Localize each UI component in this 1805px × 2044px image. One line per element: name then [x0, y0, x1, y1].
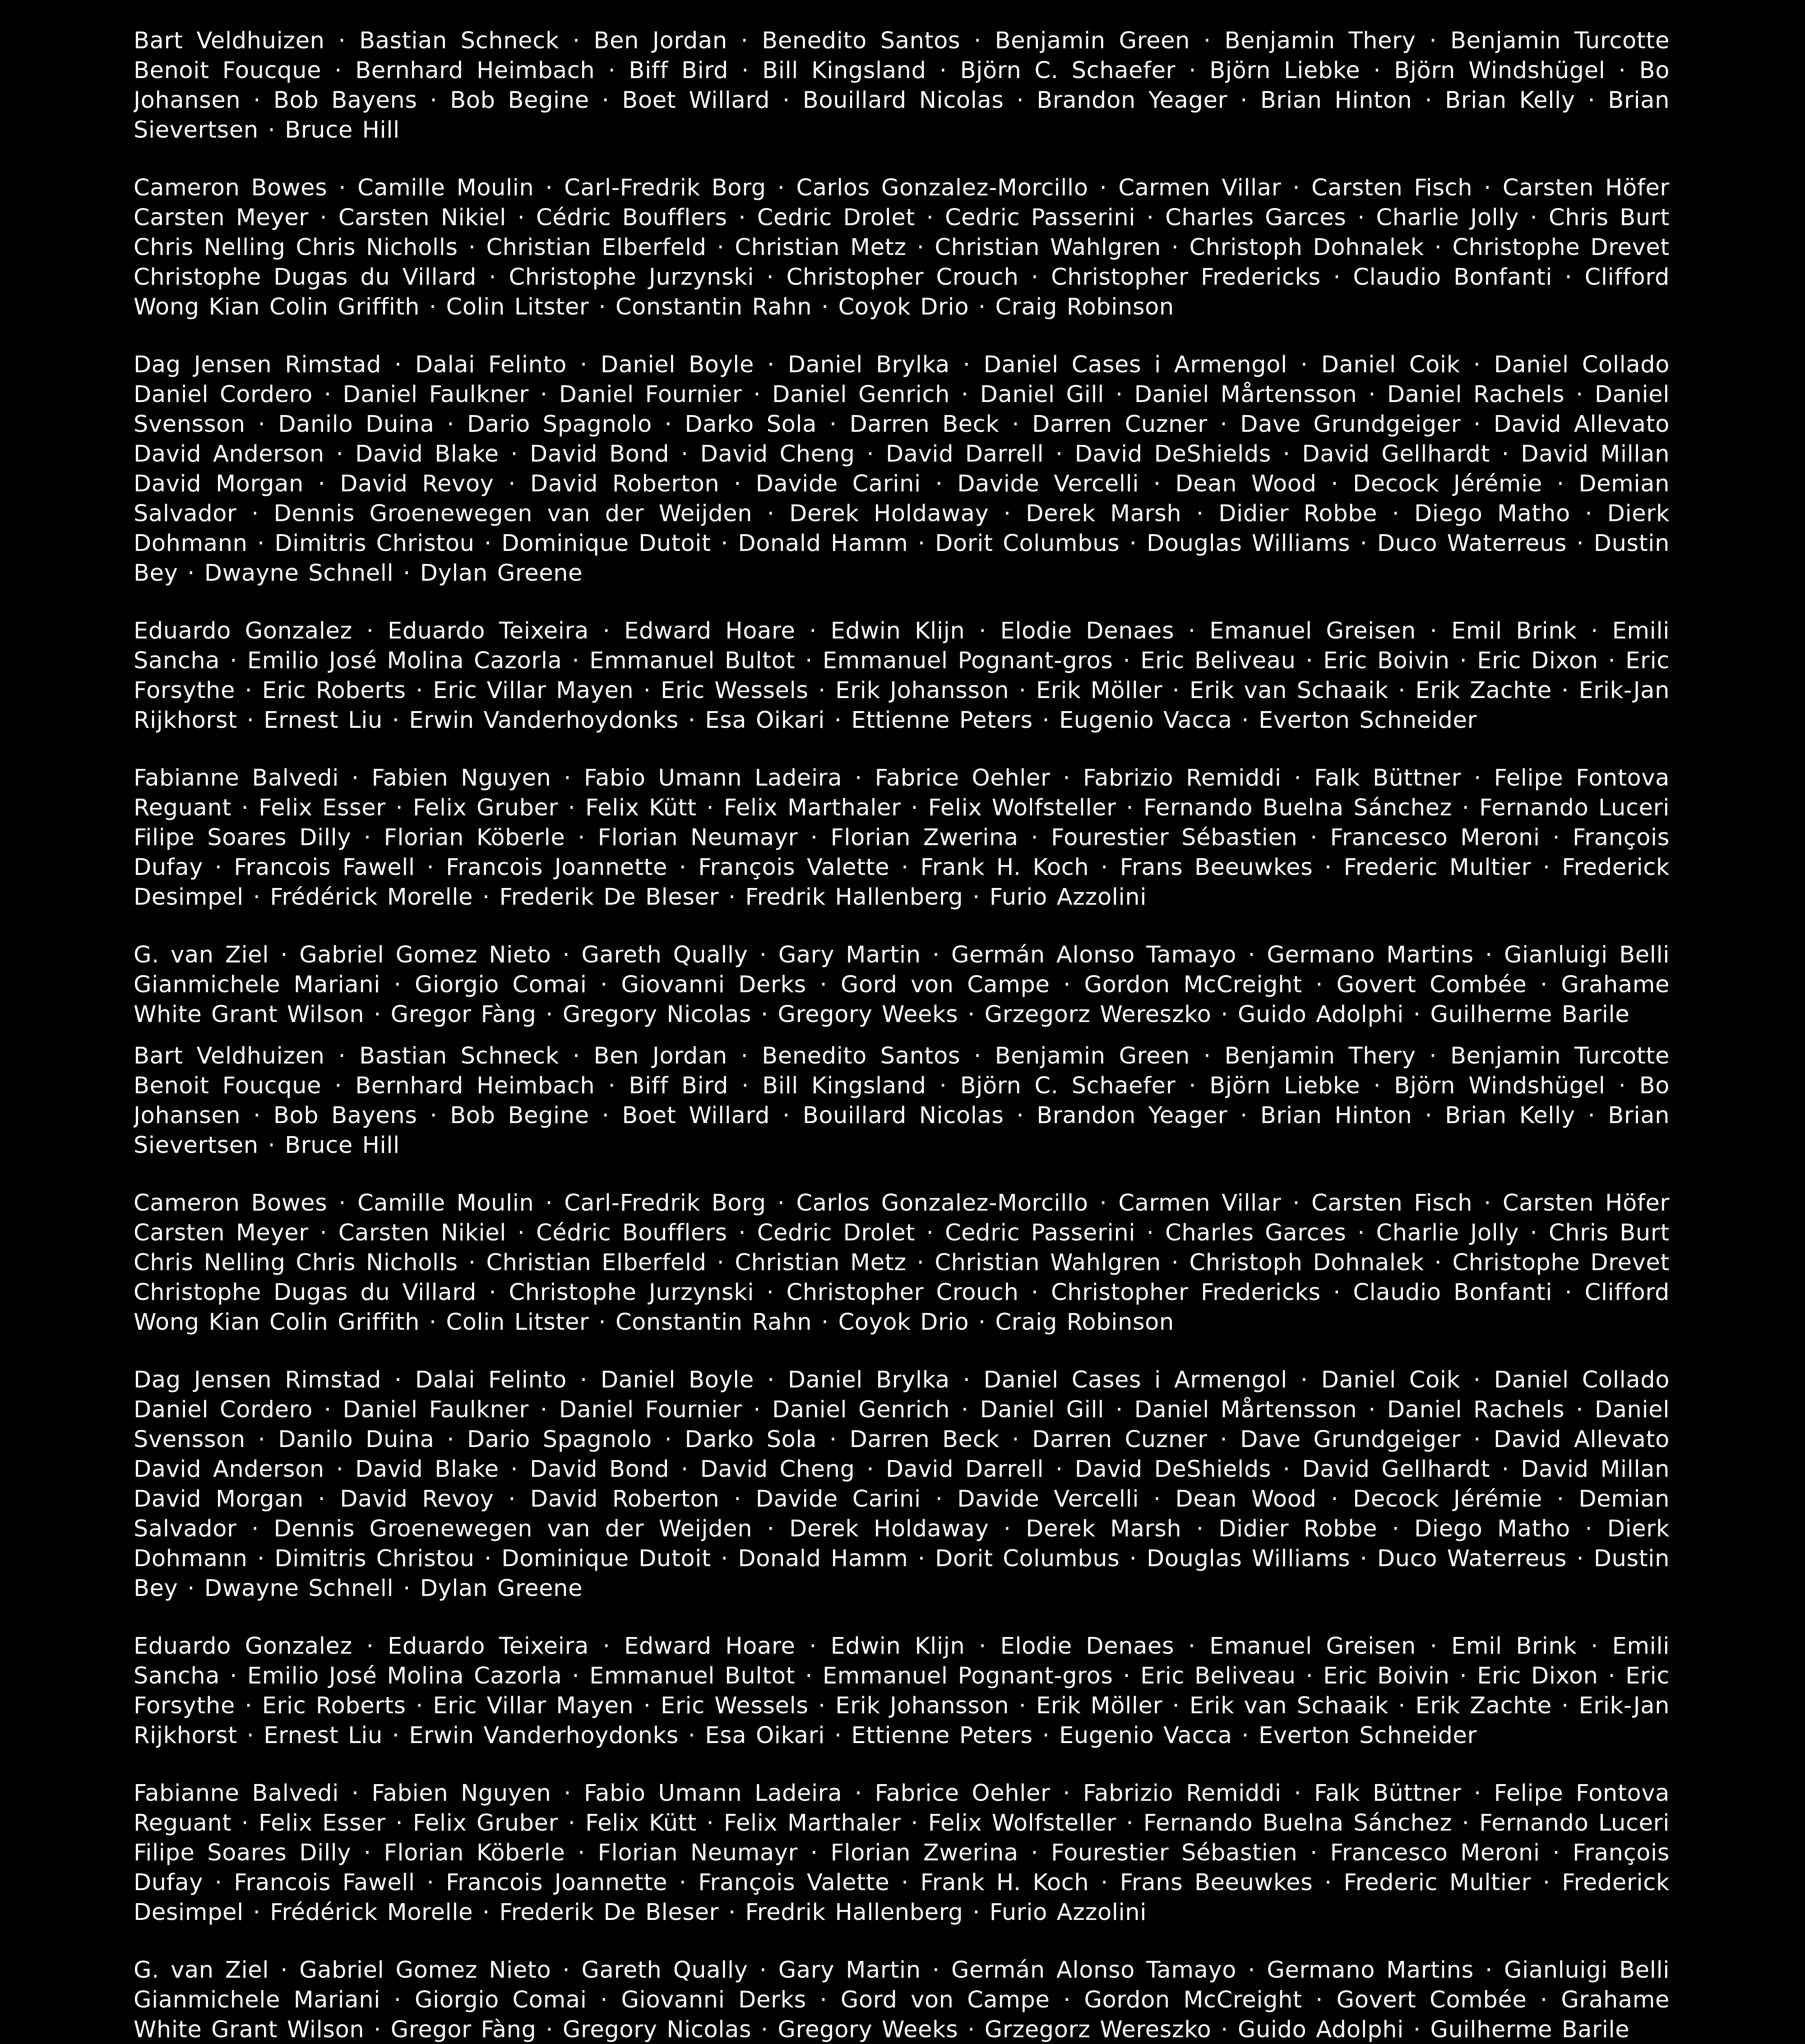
credits-scroll-view-repeat	[134, 1041, 1670, 2044]
credits-block-d: Dag Jensen Rimstad · Dalai Felinto · Daniel Boyle · Daniel Brylka · Daniel Cases i Armengol · Daniel Coik · Daniel Collado Daniel Cordero · Daniel Faulkner · Daniel Fournier · Daniel Genrich · Daniel Gill · Daniel Mårtensson · Daniel Rachels · Daniel Svensson · Danilo Duina · Dario Spagnolo · Darko Sola · Darren Beck · Darren Cuzner · Dave Grundgeiger · David Allevato David Anderson · David Blake · David Bond · David Cheng · David Darrell · David DeShields · David Gellhardt · David Millan David Morgan · David Revoy · David Roberton · Davide Carini · Davide Vercelli · Dean Wood · Decock Jérémie · Demian Salvador · Dennis Groenewegen van der Weijden · Derek Holdaway · Derek Marsh · Didier Robbe · Diego Matho · Dierk Dohmann · Dimitris Christou · Dominique Dutoit · Donald Hamm · Dorit Columbus · Douglas Williams · Duco Waterreus · Dustin Bey · Dwayne Schnell · Dylan Greene	[134, 351, 1670, 587]
credits-block-b: Bart Veldhuizen · Bastian Schneck · Ben Jordan · Benedito Santos · Benjamin Green · Benjamin Thery · Benjamin Turcotte Benoit Foucque · Bernhard Heimbach · Biff Bird · Bill Kingsland · Björn C. Schaefer · Björn Liebke · Björn Windshügel · Bo Johansen · Bob Bayens · Bob Begine · Boet Willard · Bouillard Nicolas · Brandon Yeager · Brian Hinton · Brian Kelly · Brian Sievertsen · Bruce Hill	[134, 28, 1670, 143]
credits-list	[134, 26, 1670, 1029]
credits-block-b: Bart Veldhuizen · Bastian Schneck · Ben Jordan · Benedito Santos · Benjamin Green · Benjamin Thery · Benjamin Turcotte Benoit Foucque · Bernhard Heimbach · Biff Bird · Bill Kingsland · Björn C. Schaefer · Björn Liebke · Björn Windshügel · Bo Johansen · Bob Bayens · Bob Begine · Boet Willard · Bouillard Nicolas · Brandon Yeager · Brian Hinton · Brian Kelly · Brian Sievertsen · Bruce Hill	[134, 1043, 1670, 1159]
credits-list-repeat	[134, 1041, 1670, 2044]
credits-block-f: Fabianne Balvedi · Fabien Nguyen · Fabio Umann Ladeira · Fabrice Oehler · Fabrizio Remiddi · Falk Büttner · Felipe Fontova Reguant · Felix Esser · Felix Gruber · Felix Kütt · Felix Marthaler · Felix Wolfsteller · Fernando Buelna Sánchez · Fernando Luceri Filipe Soares Dilly · Florian Köberle · Florian Neumayr · Florian Zwerina · Fourestier Sébastien · Francesco Meroni · François Dufay · Francois Fawell · Francois Joannette · François Valette · Frank H. Koch · Frans Beeuwkes · Frederic Multier · Frederick Desimpel · Frédérick Morelle · Frederik De Bleser · Fredrik Hallenberg · Furio Azzolini	[134, 1780, 1670, 1926]
credits-block-f: Fabianne Balvedi · Fabien Nguyen · Fabio Umann Ladeira · Fabrice Oehler · Fabrizio Remiddi · Falk Büttner · Felipe Fontova Reguant · Felix Esser · Felix Gruber · Felix Kütt · Felix Marthaler · Felix Wolfsteller · Fernando Buelna Sánchez · Fernando Luceri Filipe Soares Dilly · Florian Köberle · Florian Neumayr · Florian Zwerina · Fourestier Sébastien · Francesco Meroni · François Dufay · Francois Fawell · Francois Joannette · François Valette · Frank H. Koch · Frans Beeuwkes · Frederic Multier · Frederick Desimpel · Frédérick Morelle · Frederik De Bleser · Fredrik Hallenberg · Furio Azzolini	[134, 765, 1670, 911]
credits-block-e: Eduardo Gonzalez · Eduardo Teixeira · Edward Hoare · Edwin Klijn · Elodie Denaes · Emanuel Greisen · Emil Brink · Emili Sancha · Emilio José Molina Cazorla · Emmanuel Bultot · Emmanuel Pognant-gros · Eric Beliveau · Eric Boivin · Eric Dixon · Eric Forsythe · Eric Roberts · Eric Villar Mayen · Eric Wessels · Erik Johansson · Erik Möller · Erik van Schaaik · Erik Zachte · Erik-Jan Rijkhorst · Ernest Liu · Erwin Vanderhoydonks · Esa Oikari · Ettienne Peters · Eugenio Vacca · Everton Schneider	[134, 618, 1670, 734]
credits-block-g: G. van Ziel · Gabriel Gomez Nieto · Gareth Qually · Gary Martin · Germán Alonso Tamayo · Germano Martins · Gianluigi Belli Gianmichele Mariani · Giorgio Comai · Giovanni Derks · Gord von Campe · Gordon McCreight · Govert Combée · Grahame White Grant Wilson · Gregor Fàng · Gregory Nicolas · Gregory Weeks · Grzegorz Wereszko · Guido Adolphi · Guilherme Barile	[134, 1957, 1670, 2043]
credits-block-d: Dag Jensen Rimstad · Dalai Felinto · Daniel Boyle · Daniel Brylka · Daniel Cases i Armengol · Daniel Coik · Daniel Collado Daniel Cordero · Daniel Faulkner · Daniel Fournier · Daniel Genrich · Daniel Gill · Daniel Mårtensson · Daniel Rachels · Daniel Svensson · Danilo Duina · Dario Spagnolo · Darko Sola · Darren Beck · Darren Cuzner · Dave Grundgeiger · David Allevato David Anderson · David Blake · David Bond · David Cheng · David Darrell · David DeShields · David Gellhardt · David Millan David Morgan · David Revoy · David Roberton · Davide Carini · Davide Vercelli · Dean Wood · Decock Jérémie · Demian Salvador · Dennis Groenewegen van der Weijden · Derek Holdaway · Derek Marsh · Didier Robbe · Diego Matho · Dierk Dohmann · Dimitris Christou · Dominique Dutoit · Donald Hamm · Dorit Columbus · Douglas Williams · Duco Waterreus · Dustin Bey · Dwayne Schnell · Dylan Greene	[134, 1367, 1670, 1602]
credits-block-e: Eduardo Gonzalez · Eduardo Teixeira · Edward Hoare · Edwin Klijn · Elodie Denaes · Emanuel Greisen · Emil Brink · Emili Sancha · Emilio José Molina Cazorla · Emmanuel Bultot · Emmanuel Pognant-gros · Eric Beliveau · Eric Boivin · Eric Dixon · Eric Forsythe · Eric Roberts · Eric Villar Mayen · Eric Wessels · Erik Johansson · Erik Möller · Erik van Schaaik · Erik Zachte · Erik-Jan Rijkhorst · Ernest Liu · Erwin Vanderhoydonks · Esa Oikari · Ettienne Peters · Eugenio Vacca · Everton Schneider	[134, 1633, 1670, 1749]
credits-block-c: Cameron Bowes · Camille Moulin · Carl-Fredrik Borg · Carlos Gonzalez-Morcillo · Carmen Villar · Carsten Fisch · Carsten Höfer Carsten Meyer · Carsten Nikiel · Cédric Boufflers · Cedric Drolet · Cedric Passerini · Charles Garces · Charlie Jolly · Chris Burt Chris Nelling Chris Nicholls · Christian Elberfeld · Christian Metz · Christian Wahlgren · Christoph Dohnalek · Christophe Drevet Christophe Dugas du Villard · Christophe Jurzynski · Christopher Crouch · Christopher Fredericks · Claudio Bonfanti · Clifford Wong Kian Colin Griffith · Colin Litster · Constantin Rahn · Coyok Drio · Craig Robinson	[134, 175, 1670, 320]
credits-block-c: Cameron Bowes · Camille Moulin · Carl-Fredrik Borg · Carlos Gonzalez-Morcillo · Carmen Villar · Carsten Fisch · Carsten Höfer Carsten Meyer · Carsten Nikiel · Cédric Boufflers · Cedric Drolet · Cedric Passerini · Charles Garces · Charlie Jolly · Chris Burt Chris Nelling Chris Nicholls · Christian Elberfeld · Christian Metz · Christian Wahlgren · Christoph Dohnalek · Christophe Drevet Christophe Dugas du Villard · Christophe Jurzynski · Christopher Crouch · Christopher Fredericks · Claudio Bonfanti · Clifford Wong Kian Colin Griffith · Colin Litster · Constantin Rahn · Coyok Drio · Craig Robinson	[134, 1190, 1670, 1336]
credits-scroll-view	[134, 26, 1670, 1029]
credits-block-g: G. van Ziel · Gabriel Gomez Nieto · Gareth Qually · Gary Martin · Germán Alonso Tamayo · Germano Martins · Gianluigi Belli Gianmichele Mariani · Giorgio Comai · Giovanni Derks · Gord von Campe · Gordon McCreight · Govert Combée · Grahame White Grant Wilson · Gregor Fàng · Gregory Nicolas · Gregory Weeks · Grzegorz Wereszko · Guido Adolphi · Guilherme Barile	[134, 942, 1670, 1028]
